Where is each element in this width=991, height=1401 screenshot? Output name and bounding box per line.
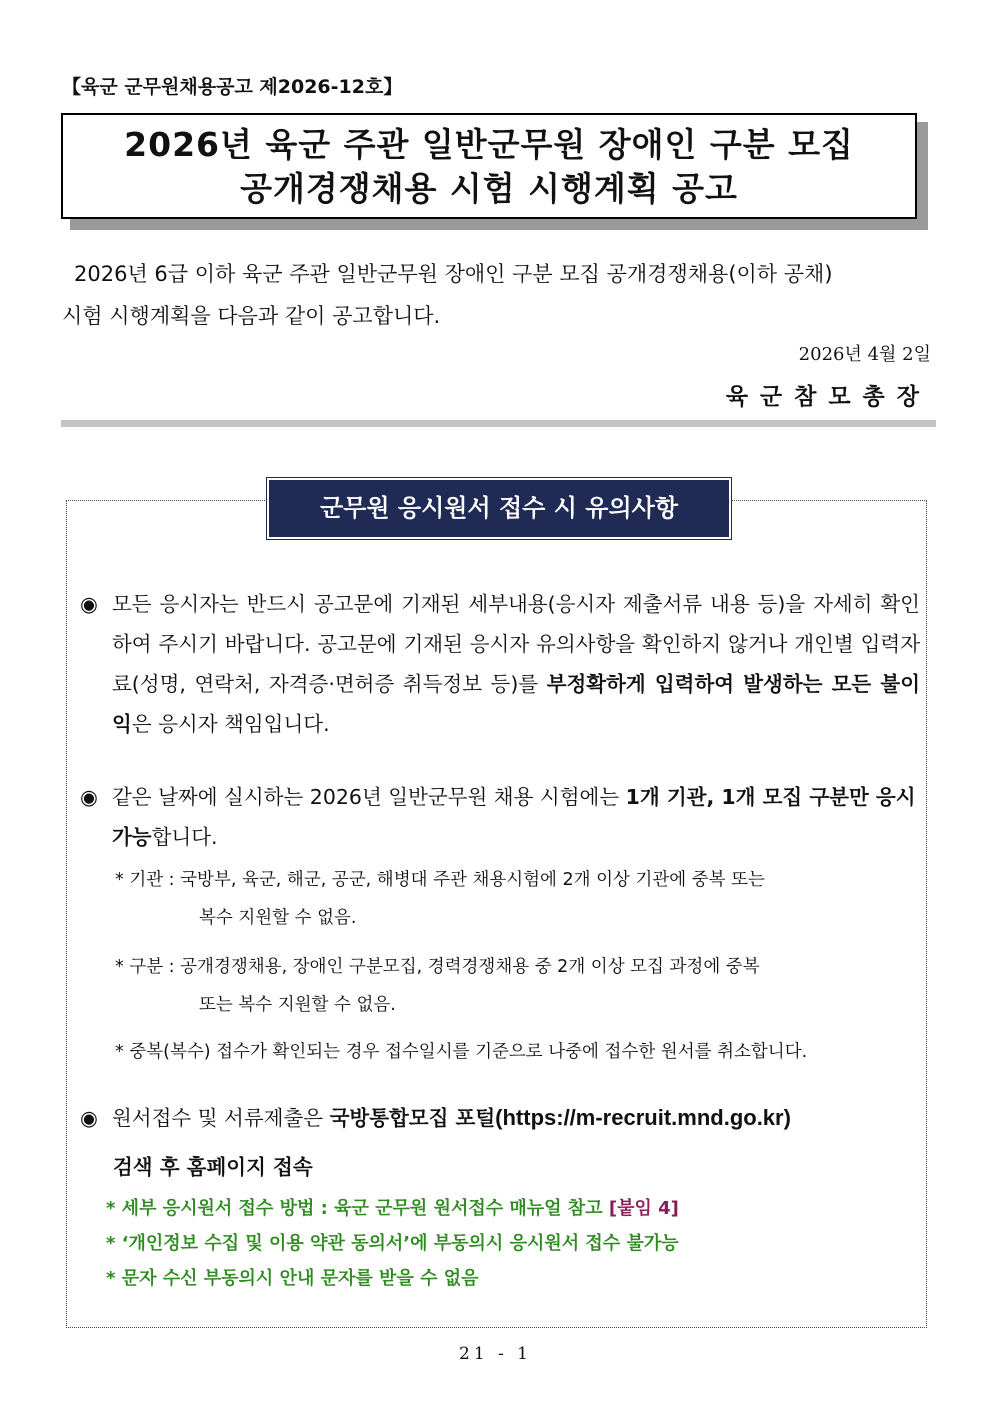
caution-item-1-text: 모든 응시자는 반드시 공고문에 기재된 세부내용(응시자 제출서류 내용 등)을 자세히 확인하여 주시기 바랍니다. 공고문에 기재된 응시자 유의사항을 확인하지 않거나 개인별 입력자료(성명, 연락처, 자격증·면허증 취득정보 등)를 부정확하게 입력하여 발생하는 모든 불이익은 응시자 책임입니다. bbox=[112, 592, 920, 736]
title-box bbox=[61, 113, 917, 219]
caution-heading: 군무원 응시원서 접수 시 유의사항 bbox=[269, 480, 729, 537]
note-category: * 구분 : 공개경쟁채용, 장애인 구분모집, 경력경쟁채용 중 2개 이상 모집 과정에 중복 또는 복수 지원할 수 없음. bbox=[115, 957, 760, 1015]
notice-number: 【육군 군무원채용공고 제2026-12호】 bbox=[62, 76, 403, 98]
green-note-2: * ‘개인정보 수집 및 이용 약관 동의서’에 부동의시 응시원서 접수 불가능 bbox=[106, 1233, 679, 1254]
bullet-icon: ◉ bbox=[80, 785, 98, 809]
green-note-1: * 세부 응시원서 접수 방법 : 육군 군무원 원서접수 매뉴얼 참고 [붙임 4] bbox=[106, 1198, 679, 1219]
bullet-icon: ◉ bbox=[80, 592, 98, 616]
portal-url-link[interactable]: (https://m-recruit.mnd.go.kr) bbox=[495, 1105, 791, 1130]
intro-paragraph bbox=[62, 253, 932, 337]
caution-item-2 bbox=[80, 777, 920, 857]
title-line-1: 2026년 육군 주관 일반군무원 장애인 구분 모집 bbox=[124, 125, 854, 164]
note-institution: * 기관 : 국방부, 육군, 해군, 공군, 해병대 주관 채용시험에 2개 이상 기관에 중복 또는 복수 지원할 수 없음. bbox=[115, 870, 765, 928]
caution-item-2-text: 같은 날짜에 실시하는 2026년 일반군무원 채용 시험에는 1개 기관, 1개 모집 구분만 응시 가능합니다. bbox=[112, 785, 916, 849]
item2-bold-1: 1개 기관 bbox=[625, 785, 707, 809]
caution-item-3 bbox=[80, 1098, 920, 1138]
caution-item-3-text: 원서접수 및 서류제출은 국방통합모집 포털(https://m-recruit.mnd.go.kr) bbox=[112, 1105, 791, 1130]
item2-bold-2: 1개 모집 구분만 응시 가능 bbox=[112, 785, 916, 849]
portal-name: 국방통합모집 포털 bbox=[329, 1106, 496, 1130]
divider bbox=[61, 420, 936, 427]
title-line-2: 공개경쟁채용 시험 시행계획 공고 bbox=[240, 169, 738, 208]
page-number: 21 - 1 bbox=[459, 1344, 532, 1364]
caution-item-1 bbox=[80, 584, 920, 744]
item3-subline: 검색 후 홈페이지 접속 bbox=[113, 1155, 313, 1179]
green-note-3: * 문자 수신 부동의시 안내 문자를 받을 수 없음 bbox=[106, 1268, 479, 1289]
intro-line-1: 2026년 6급 이하 육군 주관 일반군무원 장애인 구분 모집 공개경쟁채용(이하 공채) bbox=[74, 262, 833, 286]
issuer: 육군참모총장 bbox=[725, 384, 931, 410]
announcement-date: 2026년 4월 2일 bbox=[798, 344, 931, 365]
attachment-ref: [붙임 4] bbox=[608, 1198, 679, 1219]
item1-bold: 부정확하게 입력하여 발생하는 모든 불이익 bbox=[112, 672, 920, 736]
intro-line-2: 시험 시행계획을 다음과 같이 공고합니다. bbox=[62, 304, 441, 328]
bullet-icon: ◉ bbox=[80, 1106, 98, 1130]
note-duplicate: * 중복(복수) 접수가 확인되는 경우 접수일시를 기준으로 나중에 접수한 원서를 취소합니다. bbox=[115, 1042, 808, 1062]
